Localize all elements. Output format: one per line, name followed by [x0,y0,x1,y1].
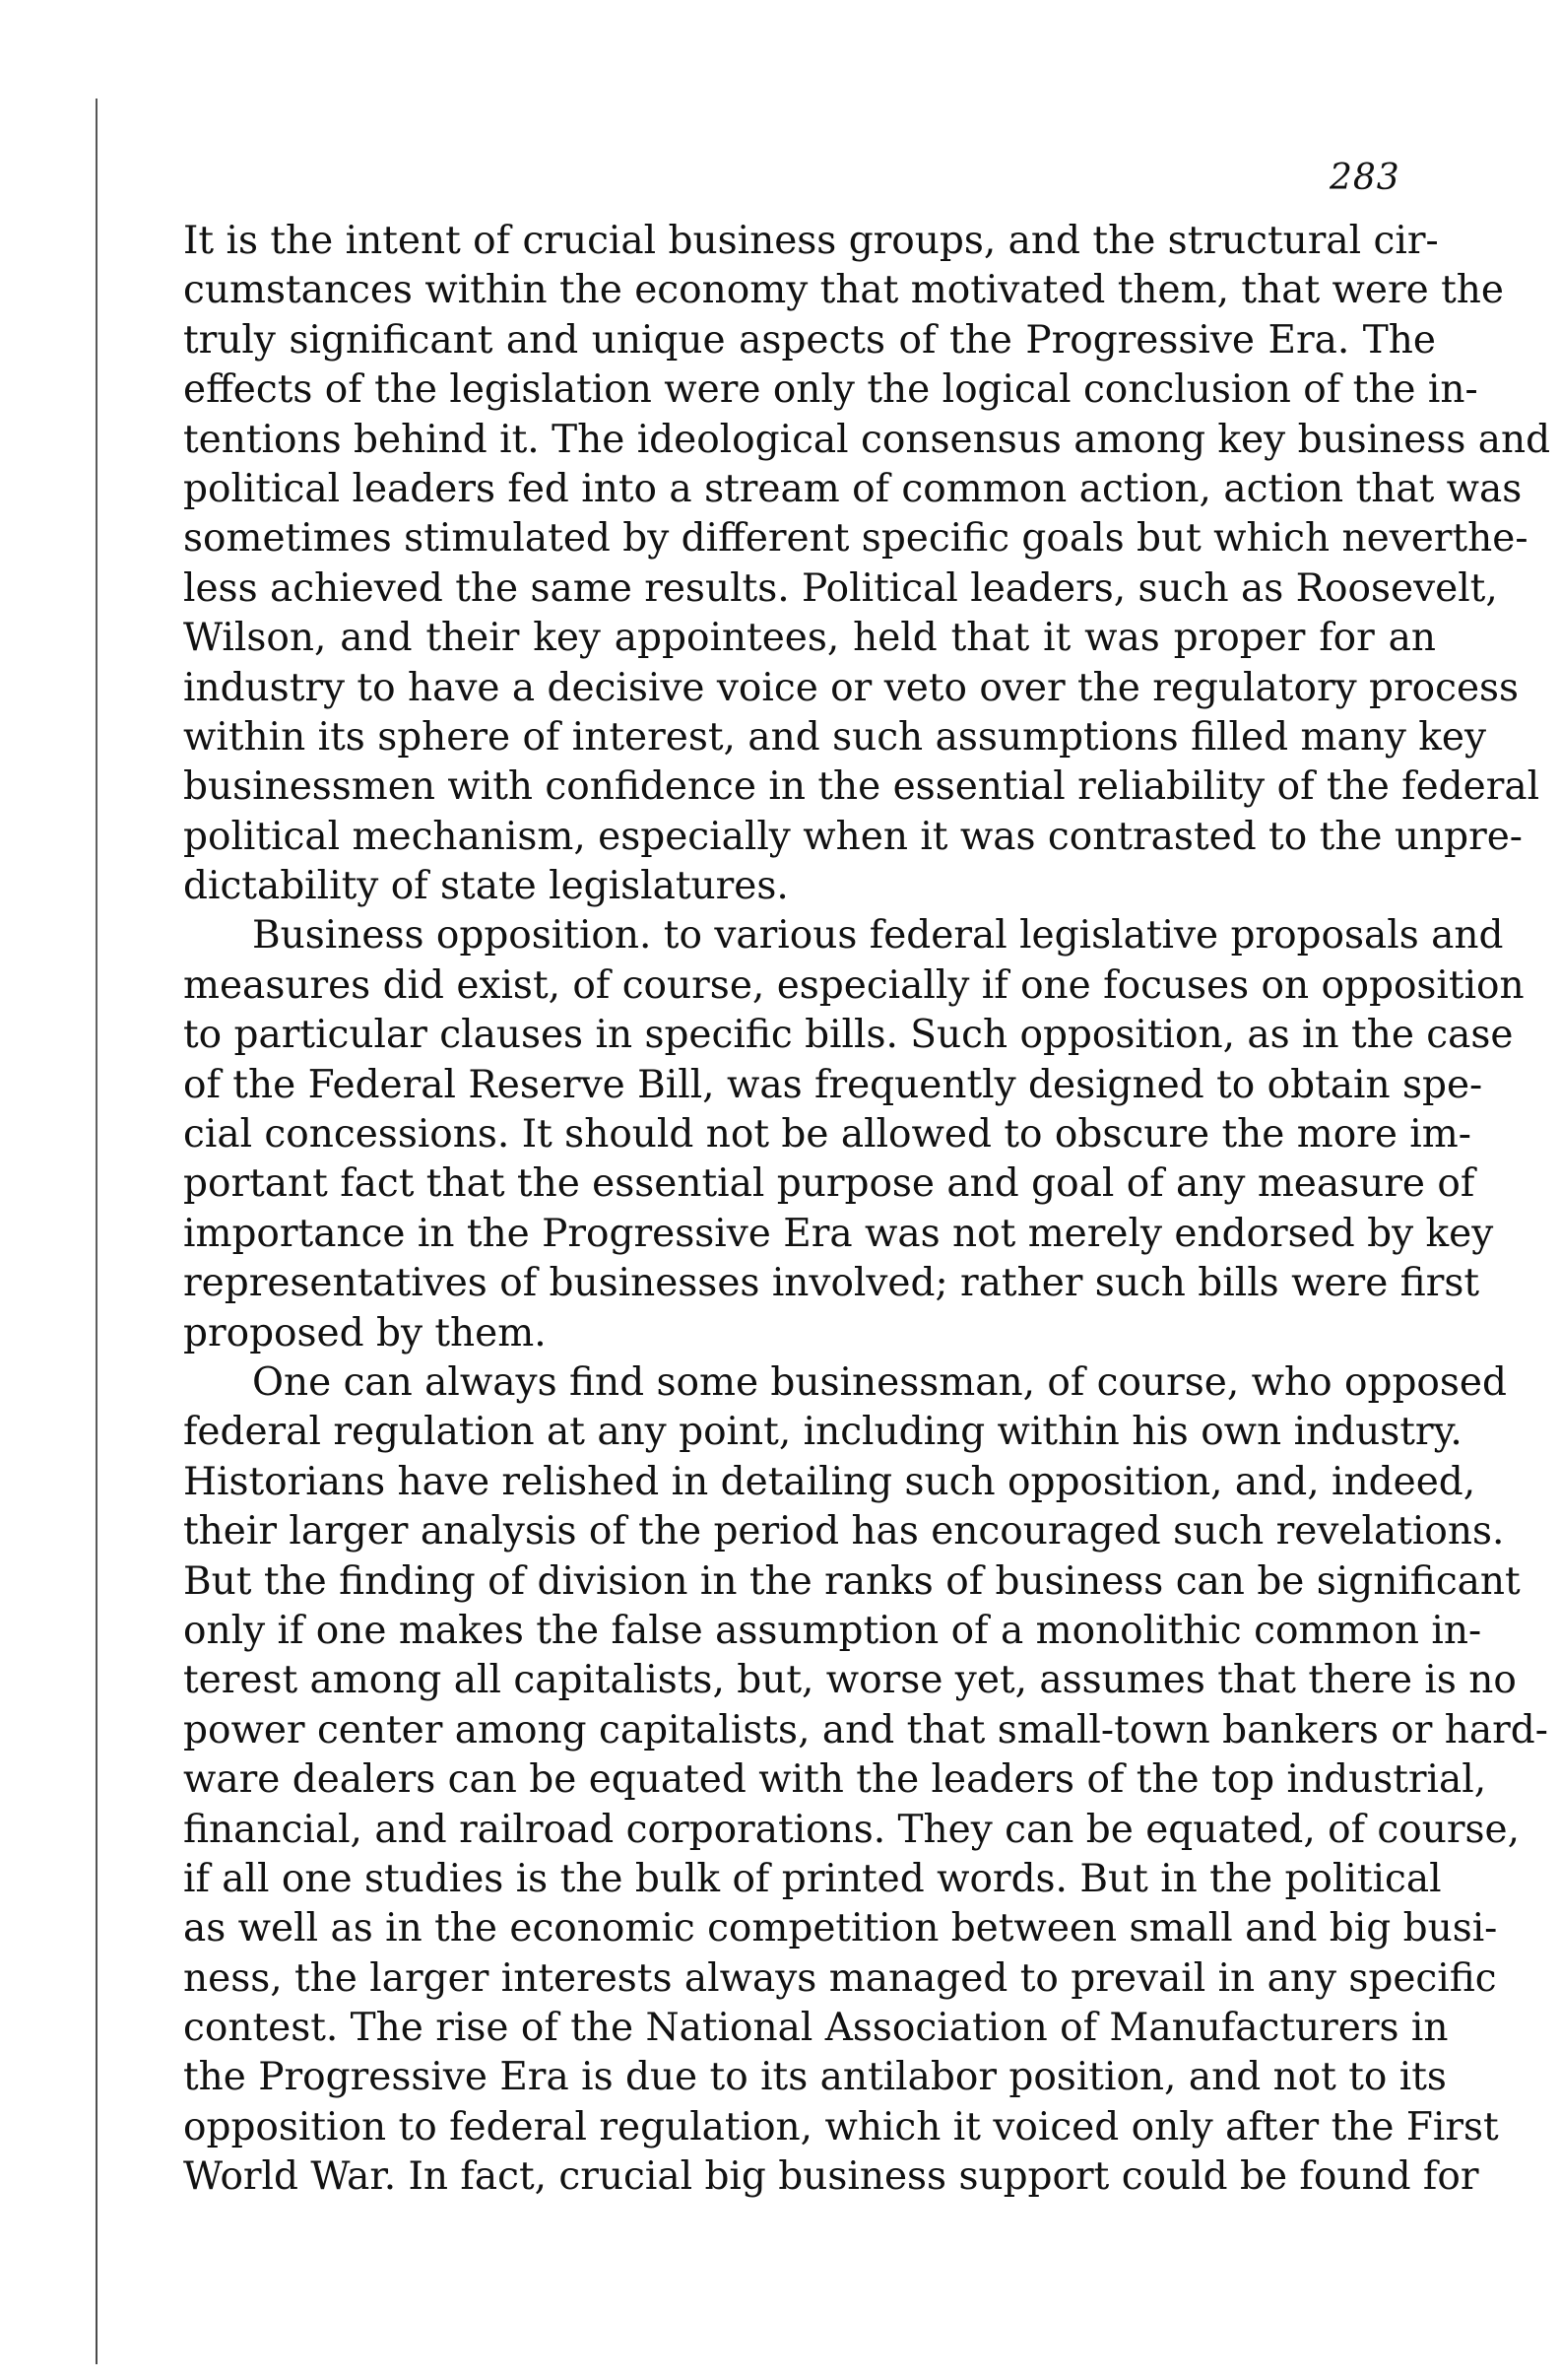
text-line: less achieved the same results. Political leaders, such as Roosevelt, [183,565,1498,611]
text-line: opposition to federal regulation, which it voiced only after the First [183,2104,1499,2149]
text-line: proposed by them. [183,1310,547,1355]
text-line: One can always find some businessman, of course, who opposed [252,1359,1507,1405]
paragraph-2 [183,911,1525,1358]
text-line: ness, the larger interests always managed to prevail in any specific [183,1955,1497,2001]
text-line: industry to have a decisive voice or veto over the regulatory process [183,665,1520,710]
text-line: federal regulation at any point, including within his own industry. [183,1410,1462,1455]
text-line: cumstances within the economy that motivated them, that were the [183,268,1504,313]
text-line: financial, and railroad corporations. They can be equated, of course, [183,1807,1521,1852]
text-line: their larger analysis of the period has encouraged such revelations. [183,1509,1505,1554]
text-line: effects of the legislation were only the logical conclusion of the in- [183,367,1478,413]
text-line: importance in the Progressive Era was not merely endorsed by key [183,1211,1494,1256]
text-line: power center among capitalists, and that small-town bankers or hard- [183,1707,1548,1752]
page-number: 283 [1330,158,1400,198]
text-line: only if one makes the false assumption of a monolithic common in- [183,1608,1482,1653]
text-line: the Progressive Era is due to its antilabor position, and not to its [183,2055,1447,2100]
text-line: if all one studies is the bulk of printed words. But in the political [183,1856,1442,1901]
text-line: ware dealers can be equated with the leaders of the top industrial, [183,1757,1487,1803]
page-gutter-line [96,99,98,2364]
text-line: as well as in the economic competition between small and big busi- [183,1906,1498,1951]
text-line: truly significant and unique aspects of the Progressive Era. The [183,317,1436,363]
paragraph-3 [183,1358,1548,2203]
text-line: businessmen with confidence in the essential reliability of the federal [183,764,1540,810]
text-line: of the Federal Reserve Bill, was frequently designed to obtain spe- [183,1062,1483,1107]
text-line: tentions behind it. The ideological consensus among key business and [183,417,1551,462]
text-line: dictability of state legislatures. [183,864,789,909]
text-line: Wilson, and their key appointees, held that it was proper for an [183,616,1436,661]
text-line: Historians have relished in detailing such opposition, and, indeed, [183,1459,1476,1504]
text-line: within its sphere of interest, and such assumptions filled many key [183,714,1486,760]
text-line: sometimes stimulated by different specific goals but which neverthe- [183,516,1528,562]
text-line: to particular clauses in specific bills. Such opposition, as in the case [183,1013,1514,1058]
text-line: political mechanism, especially when it was contrasted to the unpre- [183,814,1523,859]
text-line: measures did exist, of course, especially if one focuses on opposition [183,962,1525,1008]
text-line: representatives of businesses involved; rather such bills were first [183,1261,1480,1306]
text-line: World War. In fact, crucial big business support could be found for [183,2154,1479,2200]
text-line: But the finding of division in the ranks of business can be significant [183,1558,1521,1604]
text-line: terest among all capitalists, but, worse yet, assumes that there is no [183,1658,1517,1703]
text-line: Business opposition. to various federal legislative proposals and [252,913,1504,959]
text-line: contest. The rise of the National Association of Manufacturers in [183,2006,1449,2051]
text-line: cial concessions. It should not be allowed to obscure the more im- [183,1112,1471,1157]
page-body [183,217,1551,2203]
text-line: It is the intent of crucial business groups, and the structural cir- [183,219,1439,263]
paragraph-1 [183,217,1551,911]
text-line: portant fact that the essential purpose and goal of any measure of [183,1161,1475,1207]
text-line: political leaders fed into a stream of common action, action that was [183,466,1523,511]
